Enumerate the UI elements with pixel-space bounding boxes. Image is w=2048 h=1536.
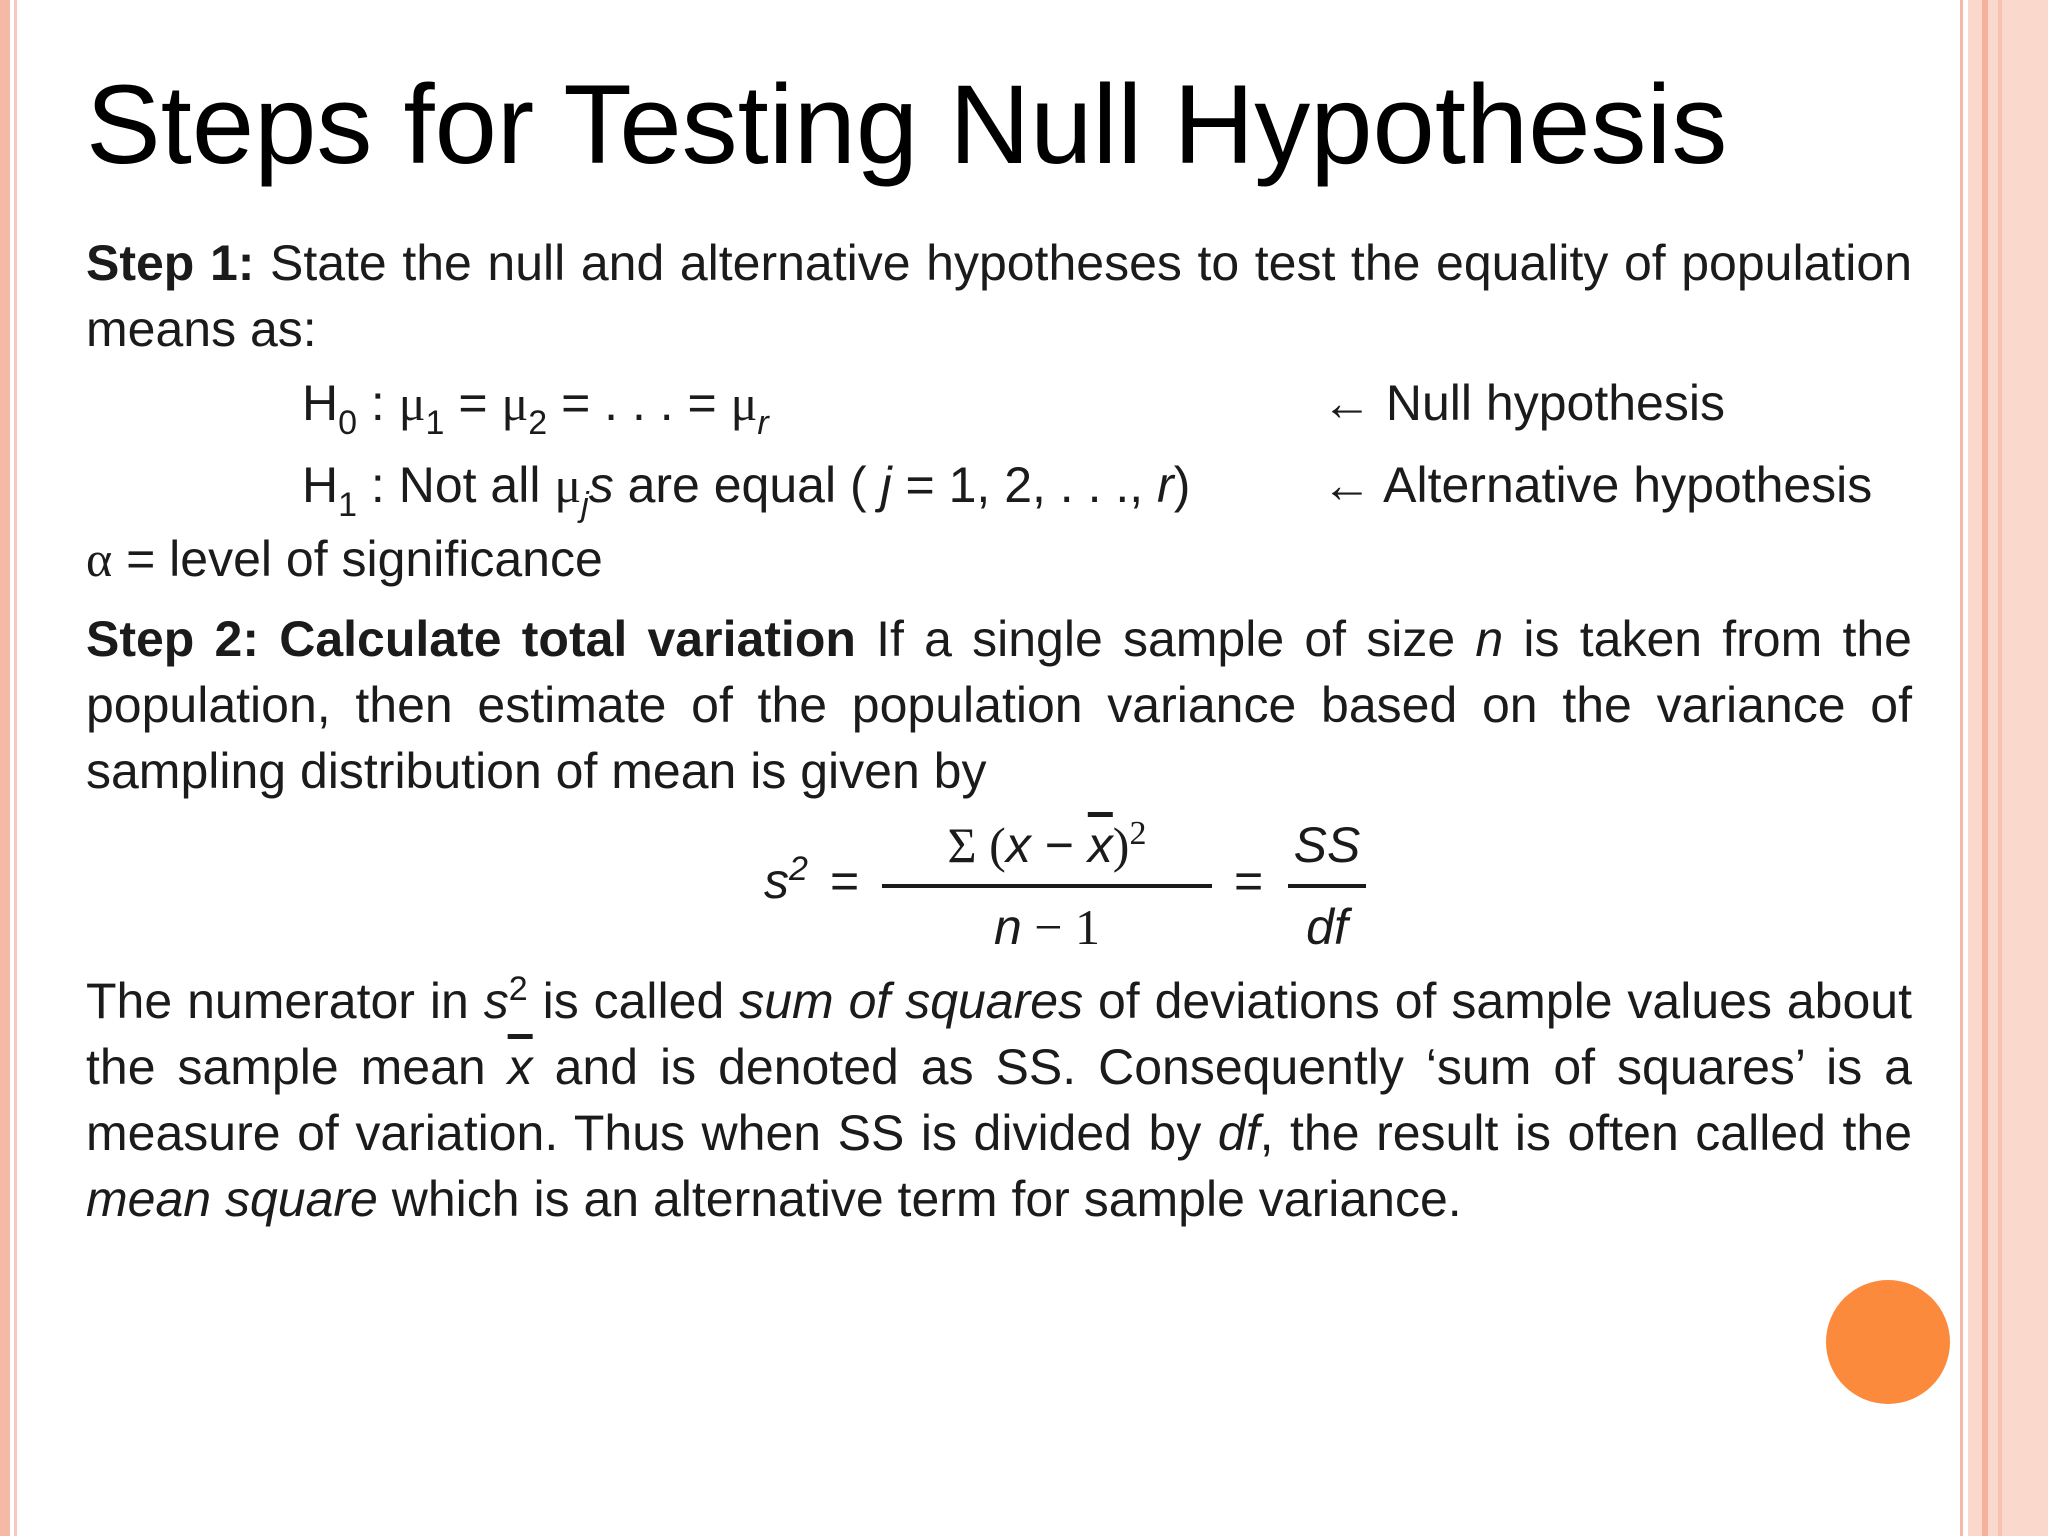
n-variable-denominator: n (993, 899, 1022, 955)
h1-subscript: 1 (338, 486, 358, 524)
ss-over-df-fraction (1288, 810, 1366, 960)
fraction-bar-2 (1288, 884, 1366, 888)
df-term: df (1217, 1105, 1260, 1161)
h1-symbol: H (302, 457, 339, 513)
left-decorative-stripe (0, 0, 10, 1536)
n-variable: n (1475, 611, 1504, 667)
paragraph-text-f: which is an alternative term for sample variance. (377, 1171, 1462, 1227)
h1-text-c: = 1, 2, . . ., (891, 457, 1158, 513)
null-hypothesis-note: ← Null hypothesis (1322, 375, 1725, 431)
close-paren: ) (1112, 817, 1130, 873)
paragraph-text-c: of deviations of sample values about the sample mean (86, 973, 1912, 1095)
paragraph-text-a: The numerator in (86, 973, 484, 1029)
minus-sign: − (1030, 817, 1088, 873)
right-decorative-stripe-2 (1998, 0, 2002, 1536)
fraction-bar (882, 884, 1212, 888)
formula-fraction (882, 810, 1212, 960)
null-hypothesis-row (86, 362, 1912, 444)
step1-text: State the null and alternative hypotheses to test the equality of population means as: (86, 235, 1913, 357)
equals-sign: = (444, 375, 502, 431)
plural-s: s (588, 457, 614, 513)
equals-dots: = . . . = (547, 375, 731, 431)
mu-symbol-j: μ (554, 457, 582, 513)
j-variable: j (880, 457, 892, 513)
step1-paragraph (86, 230, 1912, 362)
alternative-hypothesis-expression (302, 452, 1191, 524)
x-variable: x (1005, 817, 1031, 873)
page-title: Steps for Testing Null Hypothesis (86, 62, 1728, 187)
mu-symbol-r: μ (730, 375, 758, 431)
r-variable: r (1157, 457, 1174, 513)
decorative-circle (1826, 1280, 1950, 1404)
s-inline-exponent: 2 (508, 970, 528, 1008)
h0-symbol: H (302, 375, 339, 431)
mu2-subscript: 2 (528, 404, 548, 442)
null-hypothesis-expression (302, 370, 769, 442)
x-bar-inline: $\overline{x}$ (507, 1039, 533, 1095)
numerator-exponent: 2 (1129, 815, 1147, 852)
right-decorative-band (1968, 0, 2048, 1536)
x-bar: $\overline{x}$ (1087, 817, 1113, 873)
alpha-symbol: α (86, 531, 113, 587)
h1-text-b: are equal ( (613, 457, 881, 513)
h0-colon: : (357, 375, 399, 431)
step2-text-a: If a single sample of size (855, 611, 1476, 667)
paragraph-text-d: and is denoted as SS. Consequently ‘sum of squares’ is a measure of variation. Thus when SS is divided by (86, 1039, 1912, 1161)
paragraph-text-e: , the result is often called the (1259, 1105, 1912, 1161)
alternative-hypothesis-row (86, 444, 1912, 526)
mu-symbol: μ (398, 375, 426, 431)
sum-of-squares-paragraph (86, 968, 1912, 1232)
s-variable: s (764, 853, 789, 909)
h1-text-d: ) (1173, 457, 1191, 513)
step1-label: Step 1: (86, 235, 255, 291)
step2-label: Step 2: Calculate total variation (86, 611, 856, 667)
variance-formula (86, 810, 1912, 960)
alpha-text: = level of significance (112, 531, 603, 587)
muj-subscript: j (581, 486, 589, 524)
right-decorative-stripe-thin (1960, 0, 1963, 1536)
formula-denominator (882, 894, 1212, 960)
formula-equals: = (830, 853, 860, 909)
mu-symbol-2: μ (501, 375, 529, 431)
alternative-hypothesis-note: ← Alternative hypothesis (1322, 457, 1873, 513)
mean-square-term: mean square (86, 1171, 378, 1227)
ss-numerator: SS (1293, 817, 1361, 873)
formula-equals-2: = (1234, 853, 1264, 909)
step2-text-b: is taken from the population, then estimate of the population variance based on the variance of sampling distribution of mean is given by (86, 611, 1912, 799)
right-decorative-stripe (1982, 0, 1988, 1536)
s-squared-exponent: 2 (789, 850, 808, 888)
df-denominator: df (1306, 899, 1348, 955)
mur-subscript: r (757, 404, 769, 442)
h0-subscript: 0 (338, 404, 358, 442)
sigma-open: Σ ( (947, 817, 1006, 873)
mu1-subscript: 1 (425, 404, 445, 442)
alpha-definition (86, 526, 1912, 592)
formula-lhs (764, 848, 808, 914)
slide-content (86, 230, 1912, 1232)
s-variable-inline: s (483, 973, 509, 1029)
h1-text-a: : Not all (357, 457, 555, 513)
left-decorative-stripe-thin (14, 0, 17, 1536)
step2-paragraph (86, 606, 1912, 804)
sum-of-squares-term: sum of squares (739, 973, 1084, 1029)
paragraph-text-b: is called (527, 973, 740, 1029)
formula-numerator (882, 810, 1212, 880)
minus-one: − 1 (1021, 899, 1100, 955)
